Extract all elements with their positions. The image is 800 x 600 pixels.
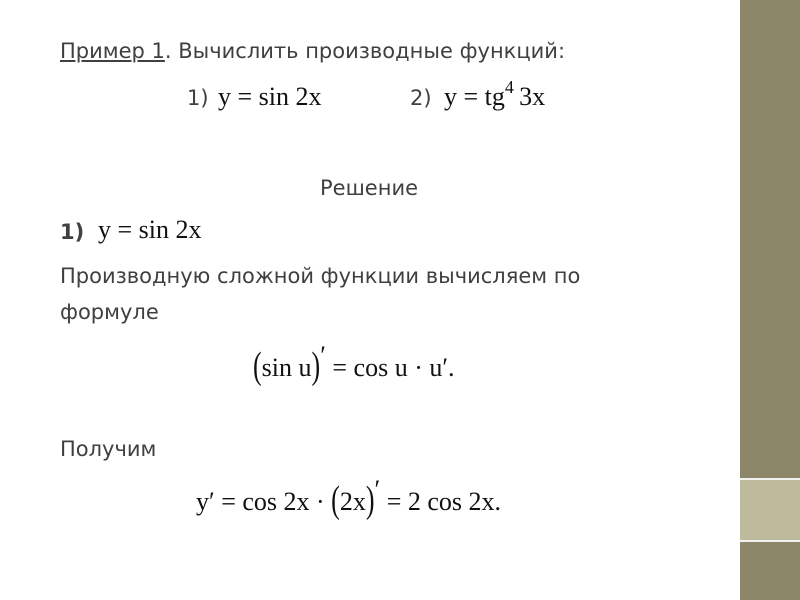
result-inner: 2x [339, 487, 366, 516]
explanation-line1: Производную сложной функции вычисляем по [60, 264, 581, 288]
decorative-sidebar [740, 0, 800, 600]
rule-inner: sin u [261, 353, 312, 382]
sidebar-accent-block [740, 480, 800, 540]
solution-heading: Решение [320, 176, 419, 200]
task2-number: 2) [410, 86, 432, 110]
task1-formula: y = sin 2x [218, 82, 322, 111]
result-open-paren: ( [331, 478, 340, 521]
task1-number: 1) [187, 86, 209, 110]
rule-close-paren: ) [311, 344, 321, 387]
explanation-line2: формуле [60, 300, 159, 324]
result-rest: = 2 cos 2x. [380, 487, 502, 516]
result-lhs: y′ = cos 2x · [196, 487, 332, 516]
rule-open-paren: ( [253, 344, 262, 387]
step-number: 1) [60, 220, 85, 244]
step-formula: y = sin 2x [98, 215, 202, 244]
sidebar-divider-bottom [740, 540, 800, 542]
rule-prime: ′ [320, 341, 326, 370]
chain-rule-formula [253, 341, 455, 387]
task2-formula-start: y = tg [444, 82, 505, 111]
example-title-rest: . Вычислить производные функций: [164, 39, 566, 63]
result-formula [196, 475, 502, 521]
task2-exponent: 4 [504, 77, 514, 97]
example-title-underlined: Пример 1 [60, 39, 165, 63]
task2-formula [444, 77, 546, 112]
result-close-paren: ) [365, 478, 375, 521]
example-title [60, 37, 565, 65]
result-label: Получим [60, 437, 157, 461]
task2-formula-end: 3x [519, 82, 546, 111]
rule-rest: = cos u · u′. [325, 353, 455, 382]
result-prime: ′ [374, 475, 381, 504]
